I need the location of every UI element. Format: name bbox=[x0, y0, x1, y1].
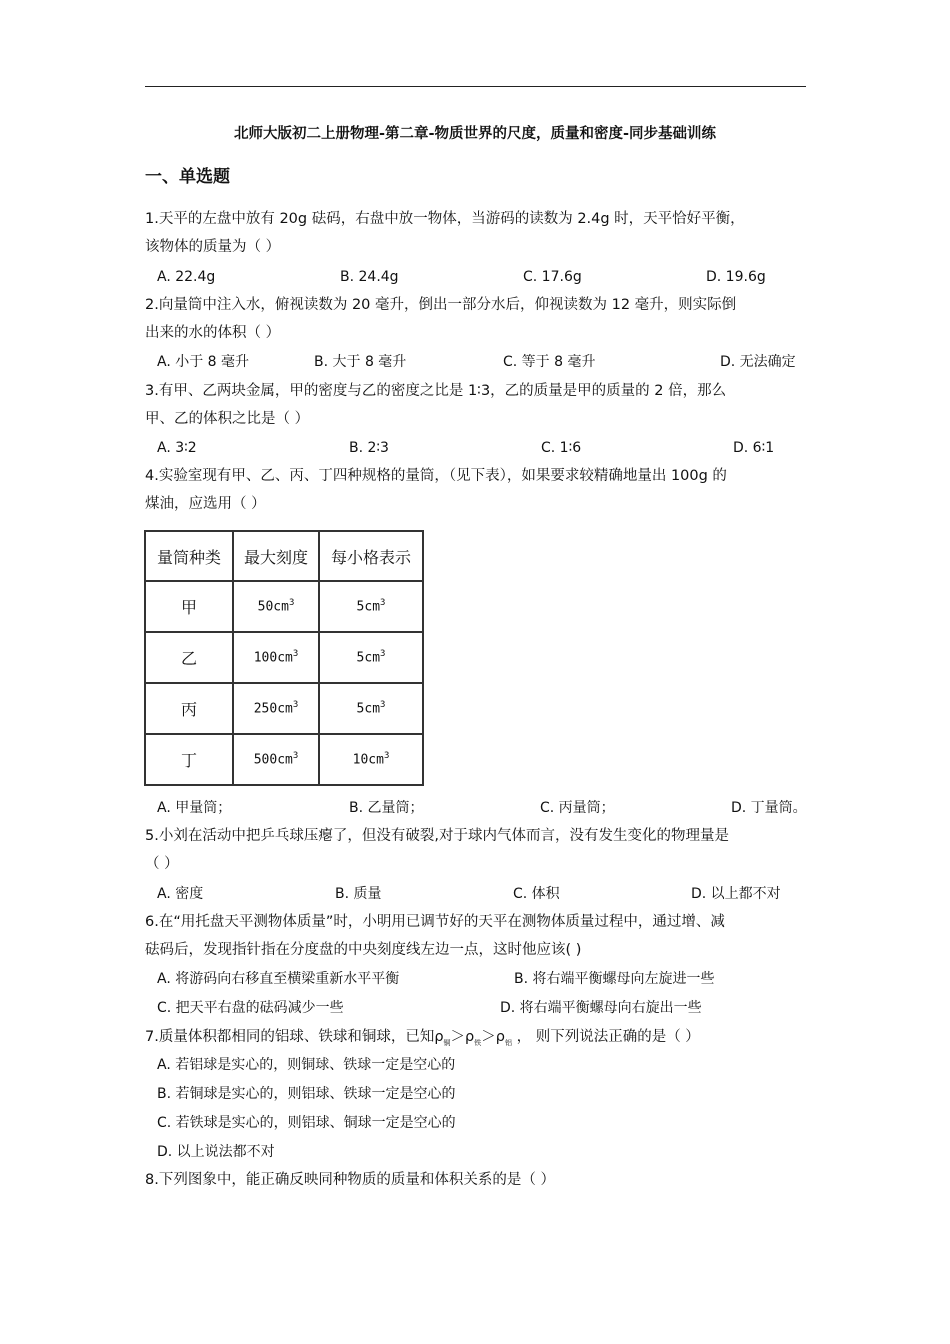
q4-option-a: A. 甲量筒； bbox=[157, 800, 232, 816]
q1-option-b: B. 24.4g bbox=[340, 269, 399, 285]
document-title: 北师大版初二上册物理-第二章-物质世界的尺度，质量和密度-同步基础训练 bbox=[233, 126, 717, 142]
row-unit: $5cm^3$ bbox=[319, 632, 423, 683]
q3-option-b: B. 2∶3 bbox=[349, 440, 389, 456]
q4-stem-line2: 煤油，应选用（ ） bbox=[145, 496, 266, 512]
q4-option-d: D. 丁量筒。 bbox=[731, 800, 807, 816]
q2-stem-line1: 2.向量筒中注入水，俯视读数为 20 毫升，倒出一部分水后，仰视读数为 12 毫升，则实际倒 bbox=[145, 297, 737, 313]
table-header-unit: 每小格表示 bbox=[319, 531, 423, 581]
q1-stem-line2: 该物体的质量为（ ） bbox=[145, 239, 281, 255]
q4-option-c: C. 丙量筒； bbox=[540, 800, 615, 816]
q3-option-d: D. 6∶1 bbox=[733, 440, 775, 456]
q2-option-d: D. 无法确定 bbox=[720, 354, 796, 370]
q7-option-a: A. 若铝球是实心的，则铜球、铁球一定是空心的 bbox=[157, 1057, 456, 1073]
table-row bbox=[145, 683, 423, 734]
row-max: $100cm^3$ bbox=[233, 632, 319, 683]
q8-stem: 8.下列图象中，能正确反映同种物质的质量和体积关系的是（ ） bbox=[145, 1172, 555, 1188]
row-unit: $5cm^3$ bbox=[319, 683, 423, 734]
row-kind: 丁 bbox=[145, 734, 233, 785]
q6-stem-line1: 6.在“用托盘天平测物体质量”时，小明用已调节好的天平在测物体质量过程中，通过增、减 bbox=[145, 914, 725, 930]
row-kind: 丙 bbox=[145, 683, 233, 734]
q7-stem: 7.质量体积都相同的铝球、铁球和铜球，已知$\rho_铜>\rho_铁>\rho_铝$ ， 则下列说法正确的是（ ） bbox=[145, 1029, 700, 1047]
q7-option-d: D. 以上说法都不对 bbox=[157, 1144, 275, 1160]
q2-stem-line2: 出来的水的体积（ ） bbox=[145, 325, 281, 341]
q5-option-d: D. 以上都不对 bbox=[691, 886, 781, 902]
q1-stem-line1: 1.天平的左盘中放有 20g 砝码，右盘中放一物体，当游码的读数为 2.4g 时，天平恰好平衡， bbox=[145, 211, 745, 227]
row-max: $500cm^3$ bbox=[233, 734, 319, 785]
row-max: $50cm^3$ bbox=[233, 581, 319, 632]
table-row bbox=[145, 632, 423, 683]
q6-option-b: B. 将右端平衡螺母向左旋进一些 bbox=[514, 971, 715, 987]
q3-stem-line2: 甲、乙的体积之比是（ ） bbox=[145, 411, 310, 427]
q5-stem-line2: （ ） bbox=[145, 856, 179, 872]
q5-option-c: C. 体积 bbox=[513, 886, 560, 902]
q7-option-c: C. 若铁球是实心的，则铝球、铜球一定是空心的 bbox=[157, 1115, 456, 1131]
q2-option-a: A. 小于 8 毫升 bbox=[157, 354, 250, 370]
q5-option-b: B. 质量 bbox=[335, 886, 382, 902]
section-heading: 一、单选题 bbox=[145, 167, 230, 187]
q2-option-b: B. 大于 8 毫升 bbox=[314, 354, 407, 370]
q5-option-a: A. 密度 bbox=[157, 886, 204, 902]
q6-option-a: A. 将游码向右移直至横梁重新水平平衡 bbox=[157, 971, 400, 987]
q6-option-d: D. 将右端平衡螺母向右旋出一些 bbox=[500, 1000, 702, 1016]
row-kind: 甲 bbox=[145, 581, 233, 632]
table-row bbox=[145, 734, 423, 785]
header-rule bbox=[145, 86, 806, 87]
cylinder-spec-table bbox=[144, 530, 424, 786]
q3-stem-line1: 3.有甲、乙两块金属，甲的密度与乙的密度之比是 1∶3，乙的质量是甲的质量的 2 倍，那么 bbox=[145, 383, 727, 399]
row-unit: $10cm^3$ bbox=[319, 734, 423, 785]
q1-option-d: D. 19.6g bbox=[706, 269, 766, 285]
q1-option-a: A. 22.4g bbox=[157, 269, 216, 285]
q6-option-c: C. 把天平右盘的砝码减少一些 bbox=[157, 1000, 344, 1016]
q6-stem-line2: 砝码后，发现指针指在分度盘的中央刻度线左边一点，这时他应该( ) bbox=[145, 942, 582, 958]
q3-option-a: A. 3∶2 bbox=[157, 440, 197, 456]
row-kind: 乙 bbox=[145, 632, 233, 683]
table-row bbox=[145, 581, 423, 632]
q4-stem-line1: 4.实验室现有甲、乙、丙、丁四种规格的量筒，（见下表），如果要求较精确地量出 100g 的 bbox=[145, 468, 727, 484]
row-max: $250cm^3$ bbox=[233, 683, 319, 734]
q4-option-b: B. 乙量筒； bbox=[349, 800, 424, 816]
q1-option-c: C. 17.6g bbox=[523, 269, 582, 285]
table-header-kind: 量筒种类 bbox=[145, 531, 233, 581]
q5-stem-line1: 5.小刘在活动中把乒乓球压瘪了，但没有破裂,对于球内气体而言，没有发生变化的物理量是 bbox=[145, 828, 729, 844]
q2-option-c: C. 等于 8 毫升 bbox=[503, 354, 596, 370]
q7-option-b: B. 若铜球是实心的，则铝球、铁球一定是空心的 bbox=[157, 1086, 456, 1102]
row-unit: $5cm^3$ bbox=[319, 581, 423, 632]
table-header-max: 最大刻度 bbox=[233, 531, 319, 581]
q3-option-c: C. 1∶6 bbox=[541, 440, 582, 456]
